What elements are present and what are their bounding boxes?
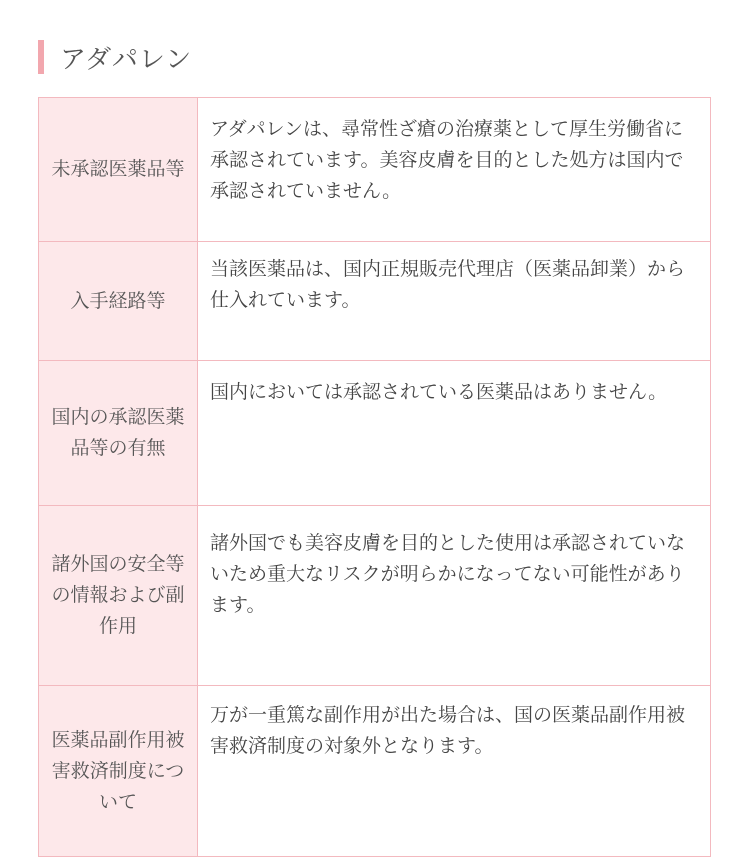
row-content: 国内においては承認されている医薬品はありません。 (198, 361, 711, 506)
row-label: 医薬品副作用被害救済制度について (39, 686, 198, 857)
row-label: 未承認医薬品等 (39, 98, 198, 242)
section-title: アダパレン (60, 44, 193, 75)
heading-accent-bar (38, 40, 44, 74)
info-table (38, 97, 711, 857)
row-label: 諸外国の安全等の情報および副作用 (39, 506, 198, 686)
row-content: 諸外国でも美容皮膚を目的とした使用は承認されていないため重大なリスクが明らかになってない可能性があります。 (198, 506, 711, 686)
section-heading (38, 40, 192, 74)
table-row (39, 686, 711, 857)
table-row (39, 242, 711, 361)
table-row (39, 506, 711, 686)
table-row (39, 361, 711, 506)
row-content: アダパレンは、尋常性ざ瘡の治療薬として厚生労働省に承認されています。美容皮膚を目的とした処方は国内で承認されていません。 (198, 98, 711, 242)
table-row (39, 98, 711, 242)
row-label: 国内の承認医薬品等の有無 (39, 361, 198, 506)
row-content: 当該医薬品は、国内正規販売代理店（医薬品卸業）から仕入れています。 (198, 242, 711, 361)
row-content: 万が一重篤な副作用が出た場合は、国の医薬品副作用被害救済制度の対象外となります。 (198, 686, 711, 857)
row-label: 入手経路等 (39, 242, 198, 361)
